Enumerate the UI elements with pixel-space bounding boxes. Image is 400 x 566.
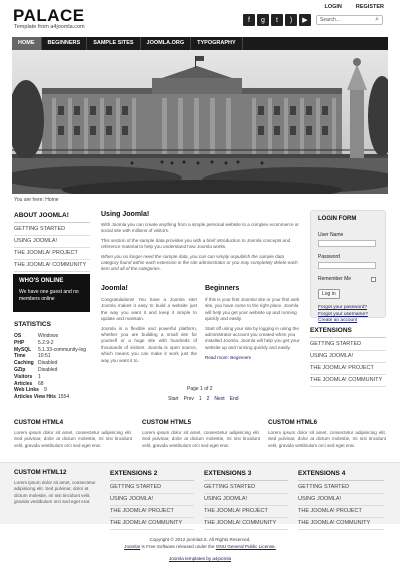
whos-online-module [13, 274, 90, 312]
nav-item-beginners[interactable]: BEGINNERS [42, 37, 88, 50]
extensions-title: EXTENSIONS [310, 327, 386, 338]
article-paragraph: If this is your first Joomla! site or your first web site, you have come to the right place. Joomla will help you get your website up and running quickly and easily. [205, 297, 300, 322]
article-beginners [205, 285, 301, 362]
extensions-item-getting-started[interactable]: GETTING STARTED [310, 339, 386, 351]
googleplus-icon[interactable]: g [257, 14, 269, 26]
login-form-title: LOGIN FORM [318, 216, 357, 222]
breadcrumb: You are here: Home [14, 197, 59, 203]
stat-row: Web Links 9 [14, 387, 47, 394]
search-placeholder: Search... [320, 17, 341, 23]
hero-image [12, 50, 388, 194]
module-title: EXTENSIONS 4 [298, 470, 384, 481]
nav-item-typography[interactable]: TYPOGRAPHY [191, 37, 243, 50]
article-title[interactable]: Beginners [205, 285, 240, 292]
youtube-icon[interactable]: ▶ [299, 14, 311, 26]
stat-row: OS Windows [14, 333, 59, 339]
ext2-item-joomla-project[interactable]: THE JOOMLA! PROJECT [110, 506, 194, 518]
pagination [168, 396, 239, 402]
custom-html12-module [14, 469, 100, 506]
pagination-page-2[interactable]: 2 [206, 396, 210, 402]
ext4-item-joomla-community[interactable]: THE JOOMLA! COMMUNITY [298, 518, 384, 530]
template-credit-link[interactable]: Joomla templates by a4joomla [168, 556, 232, 561]
article-joomla [101, 285, 197, 364]
about-joomla-module [14, 212, 90, 272]
pagination-page-1: 1 [198, 396, 202, 402]
sidebar-item-using-joomla[interactable]: USING JOOMLA! [14, 236, 90, 248]
module-title: CUSTOM HTML6 [268, 419, 318, 426]
stat-row: PHP 5.2.9-2 [14, 339, 54, 346]
extensions-item-joomla-community[interactable]: THE JOOMLA! COMMUNITY [310, 375, 386, 387]
password-label: Password [318, 254, 340, 260]
login-form [310, 210, 386, 323]
article-title[interactable]: Joomla! [101, 285, 128, 292]
extensions-3-module [204, 470, 288, 530]
stat-row: Caching Disabled [14, 360, 58, 367]
stat-row: GZip Disabled [14, 366, 58, 373]
extensions-2-module [110, 470, 194, 530]
footer-credit [0, 556, 400, 561]
ext2-item-using-joomla[interactable]: USING JOOMLA! [110, 494, 194, 506]
whos-online-title: WHO'S ONLINE [19, 278, 64, 284]
remember-me-checkbox[interactable] [371, 277, 376, 282]
register-link[interactable]: REGISTER [355, 4, 384, 10]
module-title: CUSTOM HTML4 [14, 419, 64, 426]
module-text: Lorem ipsum dolor sit amet, consectetur adipisicing elit. Sed pulvinar, dolor at dictum molestie, mi nisi tincidunt velit, gravida vestibulum orci sed eget erat. [268, 430, 386, 448]
pagination-end[interactable]: End [229, 396, 239, 402]
custom-html4-module [14, 419, 132, 449]
login-button[interactable]: Log in [318, 289, 340, 299]
pagination-start[interactable]: Start [168, 396, 179, 402]
module-title: EXTENSIONS 2 [110, 470, 194, 481]
article-using-joomla [101, 211, 301, 273]
gpl-link[interactable]: GNU General Public License. [215, 544, 276, 549]
ext4-item-joomla-project[interactable]: THE JOOMLA! PROJECT [298, 506, 384, 518]
module-title: CUSTOM HTML12 [14, 469, 67, 476]
article-paragraph: Joomla is a flexible and powerful platform, whether you are building a small site for yourself or a huge site with hundreds of thousands of visitors. Joomla is open source, which means you can make it work just the way you want it to. [101, 325, 197, 363]
create-account-link[interactable]: Create an account [318, 318, 358, 323]
main-nav [12, 37, 388, 50]
site-logo-title[interactable]: PALACE [13, 6, 85, 25]
article-paragraph: With Joomla you can create anything from a simple personal website to a complex ecommerce or social site with millions of visitors. [101, 222, 299, 234]
login-link[interactable]: LOGIN [324, 4, 342, 10]
twitter-icon[interactable]: t [271, 14, 283, 26]
footer-copyright: Copyright © 2012 joomla2.5. All Rights Reserved. [149, 537, 251, 542]
statistics-title: STATISTICS [14, 321, 51, 328]
article-paragraph: When you no longer need the sample data, you can can simply unpublish the sample data category found within each extension in the site administrator or you may completely delete each item and all of the categories. [101, 253, 298, 272]
module-text: Lorem ipsum dolor sit amet, consectetur adipisicing elit. Sed pulvinar, dolor at dictum molestie, mi nisi tincidunt velit, gravida vestibulum orci sed eget erat. [142, 430, 260, 448]
joomla-link[interactable]: Joomla! [124, 544, 141, 549]
stat-row: Articles 68 [14, 380, 44, 387]
forgot-password-link[interactable]: Forgot your password? [318, 305, 368, 310]
ext4-item-getting-started[interactable]: GETTING STARTED [298, 482, 384, 494]
username-label: User Name [318, 232, 344, 238]
module-text: Lorem ipsum dolor sit amet, consectetur adipisicing elit. Sed pulvinar, dolor at dictum molestie, mi nisi tincidunt velit, gravida vestibulum orci sed eget erat. [14, 480, 96, 505]
top-links [324, 4, 384, 10]
facebook-icon[interactable]: f [243, 14, 255, 26]
statistics-list [14, 333, 86, 401]
license-text: is Free Software released under the [140, 544, 216, 549]
article-title[interactable]: Using Joomla! [101, 211, 150, 218]
stat-row: Time 10:51 [14, 353, 51, 360]
extensions-item-using-joomla[interactable]: USING JOOMLA! [310, 351, 386, 363]
ext3-item-joomla-project[interactable]: THE JOOMLA! PROJECT [204, 506, 288, 518]
stat-row: MySQL 5.1.33-community-log [14, 346, 87, 353]
custom-html5-module [142, 419, 260, 449]
extensions-module [310, 327, 386, 387]
password-field[interactable] [318, 262, 376, 269]
module-title: EXTENSIONS 3 [204, 470, 288, 481]
search-input[interactable] [316, 15, 383, 25]
rss-icon[interactable]: ) [285, 14, 297, 26]
nav-item-sample-sites[interactable]: SAMPLE SITES [87, 37, 140, 50]
forgot-username-link[interactable]: Forgot your username? [318, 311, 368, 317]
ext2-item-joomla-community[interactable]: THE JOOMLA! COMMUNITY [110, 518, 194, 530]
article-paragraph: Start off using your site by logging in using the administrator account you created when you installed Joomla. Joomla will help you get your website up and running quickly and easily. [205, 325, 300, 350]
custom-html6-module [268, 419, 386, 449]
ext3-item-joomla-community[interactable]: THE JOOMLA! COMMUNITY [204, 518, 288, 530]
stat-row: Visitors 1 [14, 373, 41, 380]
extensions-4-module [298, 470, 384, 530]
social-icons [243, 14, 311, 26]
stat-row: Articles View Hits 1554 [14, 394, 70, 401]
pagination-next[interactable]: Next [214, 396, 225, 402]
sidebar-item-joomla-community[interactable]: THE JOOMLA! COMMUNITY [14, 260, 90, 272]
nav-item-home[interactable]: HOME [12, 37, 42, 50]
nav-item-joomla-org[interactable]: JOOMLA.ORG [141, 37, 192, 50]
search-icon[interactable]: ⌕ [375, 16, 379, 23]
username-field[interactable] [318, 240, 376, 247]
footer-license [0, 544, 400, 549]
module-text: Lorem ipsum dolor sit amet, consectetur adipisicing elit. Sed pulvinar, dolor at dictum molestie, mi nisi tincidunt velit, gravida vestibulum orci sed eget erat. [14, 430, 132, 448]
site-logo-subtitle: Template from a4joomla.com [14, 24, 85, 30]
module-title: CUSTOM HTML5 [142, 419, 192, 426]
ext2-item-getting-started[interactable]: GETTING STARTED [110, 482, 194, 494]
article-paragraph: This section of the sample data provides you with a brief introduction to Joomla concepts and reference material to help you understand how Joomla works. [101, 237, 291, 250]
about-joomla-title: ABOUT JOOMLA! [14, 212, 90, 223]
ext4-item-using-joomla[interactable]: USING JOOMLA! [298, 494, 384, 506]
pagination-prev[interactable]: Prev [183, 396, 194, 402]
remember-me-label: Remember Me [318, 276, 352, 282]
ext3-item-getting-started[interactable]: GETTING STARTED [204, 482, 288, 494]
whos-online-text: We have one guest and no members online [19, 289, 79, 302]
article-paragraph: Congratulations! You have a Joomla site! Joomla makes it easy to build a website just the way you want it and keep it simple to update and maintain. [101, 297, 197, 322]
pagination-counter: Page 1 of 2 [187, 386, 213, 392]
ext3-item-using-joomla[interactable]: USING JOOMLA! [204, 494, 288, 506]
sidebar-item-getting-started[interactable]: GETTING STARTED [14, 224, 90, 236]
extensions-item-joomla-project[interactable]: THE JOOMLA! PROJECT [310, 363, 386, 375]
read-more-link[interactable]: Read more: Beginners [205, 355, 251, 361]
sidebar-item-joomla-project[interactable]: THE JOOMLA! PROJECT [14, 248, 90, 260]
